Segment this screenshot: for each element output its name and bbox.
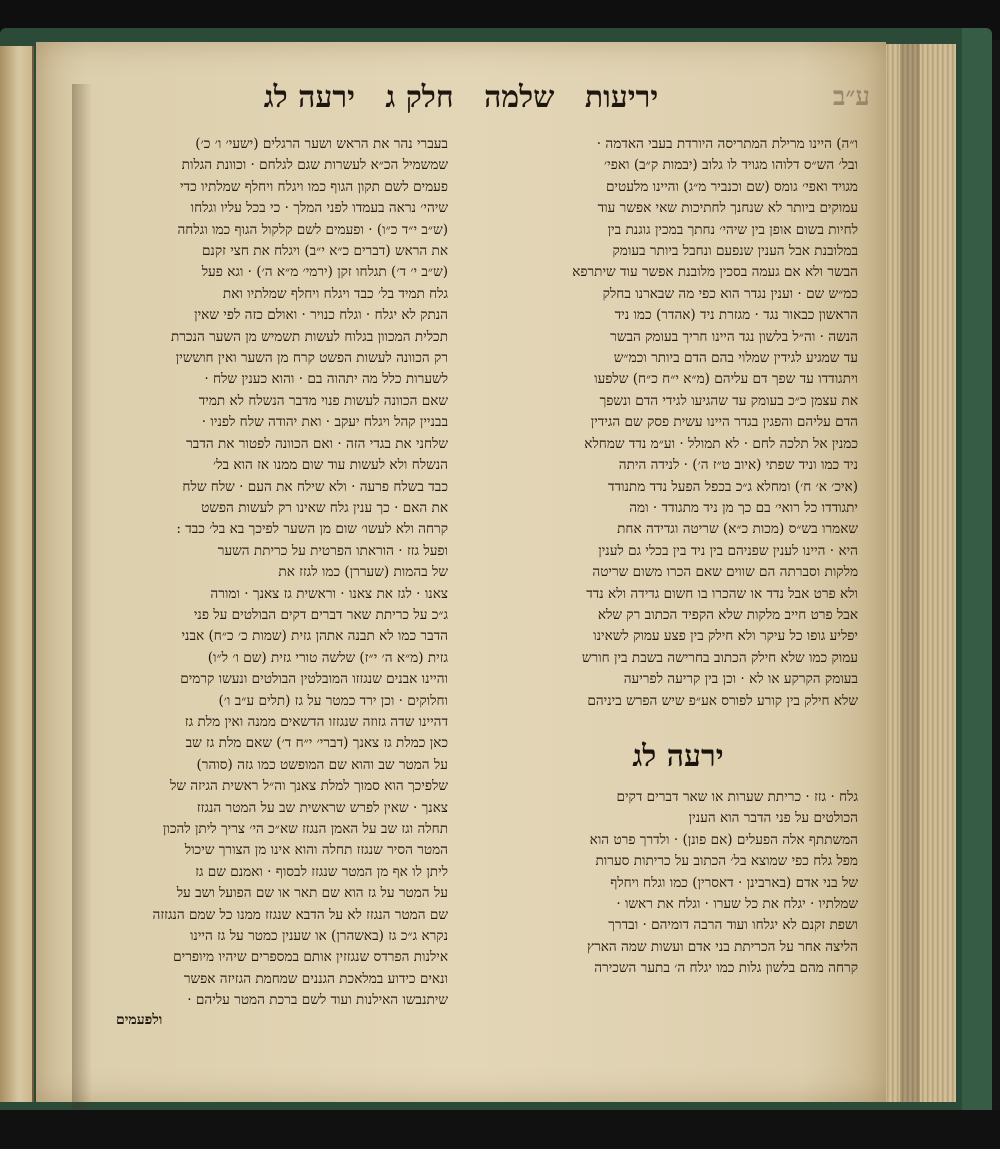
page-corner-mark: ע״ב bbox=[832, 82, 870, 112]
text-line: (ש״ב י״ד כ״ו) · ופעמים לשם קלקול הגוף כמו וגלחה bbox=[177, 221, 448, 238]
text-line: גלח · גזז · כריתת שערות או שאר דברים דקים bbox=[616, 789, 858, 805]
text-line: שלחני את בגדי הזה · ואם הכוונה לפטור את הדבר bbox=[186, 435, 448, 452]
text-line: של בני אדם (בארבינן · דאסרין) כמו וגלח ויחלף bbox=[610, 874, 858, 891]
text-line: עד שמגיע לגידין שמלוי בהם הדם ביותר וכמ״ש bbox=[613, 350, 858, 367]
section-heading: ירעה לג bbox=[632, 739, 724, 774]
text-line: תכלית המכוון בגלוח לעשות תשמיש מן השער הנכרת bbox=[170, 328, 448, 345]
catchword: ולפעמים bbox=[116, 1012, 163, 1028]
text-line: כמ״ש שם · וענין נגדר הוא כפי מה שבארנו בחלק bbox=[602, 285, 858, 302]
text-line: הנשה · וה״ל בלשון נגד היינו חריך בעומק הבשר bbox=[610, 328, 858, 345]
scan-background-bottom bbox=[0, 1110, 1000, 1149]
text-line: כאן כמלת גז צאנך (דברי׳ י״ח ד׳) שאם מלת גז שב bbox=[185, 735, 448, 752]
text-line: תחלה וגז שב על האמן הנגזז שא״כ הי׳ צריך ליתן להכון bbox=[162, 821, 448, 837]
text-line: הדם עליהם והפגין בגדר היינו עשית פסק שם הגידין bbox=[590, 414, 858, 431]
text-line: בבניין קהל ויגלח יעקב · ואת יהודה שלח לפניו · bbox=[201, 414, 448, 431]
text-line: כמנין אל תלכה לחם · לא תמולל · וע״מ נדד שמחלא bbox=[584, 435, 858, 452]
text-line: לשערות כלל מה יתהוה בם · והוא כענין שלח · bbox=[204, 371, 448, 388]
text-line: לחיות בשום אופן בין שיהי׳ נחתך במכין גוגנת בין bbox=[607, 221, 858, 238]
text-line: בעברי נהר את הראש ושער הרגלים (ישעי׳ ו׳ כ׳) bbox=[195, 136, 448, 152]
text-line: ויתגודדו עד שפך דם עליהם (מ״א י״ח כ״ח) שלפעו bbox=[594, 371, 858, 388]
text-line: דהיינו שדה גזוזה שנגזזו הדשאים ממנה ואין מלת גז bbox=[184, 713, 448, 730]
text-line: מלקות וסברתה הם שווים שאם הכרו משום שריטה bbox=[592, 564, 858, 581]
text-line: הנשלח ולא לעשות עוד שום ממנו אז הוא בל׳ bbox=[212, 457, 448, 474]
header-title-far: יריעות bbox=[584, 80, 659, 115]
text-column-right bbox=[492, 134, 858, 714]
text-line: עמוקים ביותר לא שנחנך לחתיכות שאי אפשר עוד bbox=[597, 200, 858, 217]
text-line: ולא פרט אבל נדד או שהכרו בו חשום גדידה ולא נדד bbox=[586, 585, 858, 602]
text-line: שלא חילק בין קורע לפורס אע״פ שיש הפרש ביניהם bbox=[587, 692, 858, 709]
text-line: ופעל גזז · הוראתו הפרטית על כריתת השער bbox=[217, 542, 448, 559]
text-line: במלובנת אבל הענין שנפעם ונחבל ביותר בעומק bbox=[612, 243, 858, 260]
text-line: אילנות הפרדס שנגזזין אותם במספרים שיהיו מיופרים bbox=[173, 949, 448, 966]
text-column-right-lower bbox=[492, 787, 858, 1007]
text-line: (ש״ב י׳ ד׳) תגלחו זקן (ירמי׳ מ״א ה׳) · וגא פעל bbox=[201, 264, 448, 281]
text-line: הליצה אחר על הכריתת בני אדם ועשות שמה הארץ bbox=[587, 938, 858, 955]
text-line: על המטר על גז הוא שם תאר או שם הפועל ושב על bbox=[176, 885, 448, 902]
text-line: ניד כמו וניד שפתי (איוב ט״ז ה׳) · לנידה היתה bbox=[618, 457, 858, 474]
text-line: המשתתף אלה הפעלים (אם פונן) · ולדרך פרט הוא bbox=[589, 831, 858, 848]
text-line: עמוק כמו שלא חילק הכתוב בחרישה בשבת בין חורש bbox=[581, 649, 858, 666]
text-line: פעמים לשם תקון הגוף כמו ויגלח ויחלף שמלתיו כדי bbox=[179, 178, 448, 195]
text-line: על המטר שב והוא שם המופשט כמו גזה (סוהר) bbox=[196, 756, 448, 773]
header-title-left: ירעה לג bbox=[263, 80, 355, 115]
text-line: קרחה ולא לעשו׳ שום מן השער לפיכך בא בל׳ כבד : bbox=[176, 521, 448, 538]
text-line: הבשר ולא אם געמה בסכין מלובנת אפשר עוד שיתרפא bbox=[572, 264, 858, 281]
text-line: שם המטר הנגזז לא על הדבא שנגזז ממנו כל שמם הנגזזה bbox=[152, 906, 448, 923]
text-line: ונאים כידוע במלאכת הגננים שמחמת הגזיזה אפשר bbox=[183, 970, 448, 987]
text-line: בעומק הקרקע או לא · וכן בין קריעה לפריעה bbox=[623, 671, 858, 688]
book-cover-edge bbox=[962, 28, 992, 1116]
text-line: את הראש (דברים כ״א י״ב) ויגלח את חצי זקנם bbox=[201, 243, 448, 260]
text-line: צאנך · שאין לפרש שראשית שב על המטר הנגזז bbox=[196, 799, 448, 816]
text-line: גלח תמיד בל׳ כבד ויגלח ויחלף שמלתיו ואת bbox=[222, 285, 448, 302]
text-line: היא · היינו לענין שפניהם בין ניד בין בכלי גם לענין bbox=[598, 542, 858, 559]
text-line: קרחה מהם בלשון גלות כמו יגלח ה׳ בתער השכירה bbox=[594, 960, 858, 977]
running-header bbox=[156, 80, 766, 126]
text-line: נקרא ג״כ גז (באשהרן) או שענין כמטר על גז היינו bbox=[189, 928, 448, 945]
text-line: אבל פרט חייב מלקות שלא הקפיד הכתוב רק שלא bbox=[597, 606, 858, 623]
text-line: שיהי׳ נראה בעמדו לפני המלך · כי בכל עליו וגלחו bbox=[190, 200, 448, 217]
text-line bbox=[492, 712, 858, 714]
text-line: הראשון כבאור נגד · מגזרת ניד (אהדר) כמו ניד bbox=[614, 307, 858, 324]
text-line: את עצמן כ״כ בעומק עד שהגיעו לגידי הדם ונשפך bbox=[599, 392, 858, 409]
left-page-edge bbox=[0, 46, 34, 1102]
header-title-mid: חלק ג bbox=[385, 80, 454, 115]
text-line: כבד בשלח פרעה · ולא שילח את העם · שלח שלח bbox=[182, 478, 448, 495]
text-line: מפל גלח כפי שמוצא בל׳ הכתוב על כריתות סערות bbox=[595, 853, 858, 870]
text-line: שמלתיו · יגלח את כל שערו · וגלח את ראשו · bbox=[616, 896, 858, 913]
text-line: צאנו · לגז את צאנו · וראשית גז צאנך · ומורה bbox=[210, 585, 448, 602]
header-title-right: שלמה bbox=[484, 80, 555, 115]
text-line: הנתק לא יגלח · וגלח כנויר · ואולם כזה לפי שאין bbox=[194, 307, 448, 324]
text-line: המטר הסיר שנגזז תחלה והוא אינו מן הצורך שיכול bbox=[184, 842, 448, 859]
text-line: (איכ׳ א׳ ח׳) ומחלא ג״כ בכפל הפעל נדד מתנודד bbox=[607, 478, 858, 495]
text-line: ליתן לו אף מן המטר שנגזז לבסוף · ואמנם שם גז bbox=[195, 863, 448, 880]
text-line: שמשמיל הכ״א לעשרות שגם לגלחם · וכוונת הגלות bbox=[181, 157, 448, 174]
text-line: וחלוקים · וכן ירד כמטר על גז (תלים ע״ב ו׳) bbox=[218, 692, 448, 709]
text-column-left bbox=[64, 134, 448, 1014]
text-line: הדבר כמו לא תבנה אתהן גזית (שמות כ׳ כ״ח) אבני bbox=[181, 628, 448, 645]
text-line: שיתנבשו האילנות ועוד לשם ברכת המטר עליהם · bbox=[187, 992, 448, 1009]
text-line: ג״כ על כריתת שאר דברים דקים הבולטים על פני bbox=[193, 606, 448, 623]
text-line: שאמרו בש״ס (מכות כ״א) שריטה וגדידה אחת bbox=[617, 521, 858, 538]
text-line: מגויד ואפי׳ גומס (שם וכנביר מ״ג) והיינו מלעטים bbox=[605, 178, 858, 195]
text-line: ושפת זקנם לא יגלחו ועוד הרבה דומיהם · ובדרך bbox=[608, 917, 858, 934]
text-line: גזית (מ״א ה׳ י״ז) שלשה טורי גזית (שם ו׳ ל״ו) bbox=[207, 649, 448, 666]
book-page bbox=[36, 42, 886, 1102]
text-line: רק הכוונה לעשות הפשט קרח מן השער ואין חוששין bbox=[175, 350, 448, 367]
text-line: יפליע גופו כל עיקר ולא חילק בין פצע עמוק לשאינו bbox=[593, 628, 858, 645]
fore-edge-shadow bbox=[900, 44, 920, 1102]
text-line: ובל׳ הש״ס דלוהו מגויד לו גלוב (יבמות ק״ב) ואפי׳ bbox=[604, 157, 858, 174]
text-line: של בהמות (שעררן) כמו לגזז את bbox=[278, 564, 448, 581]
text-line: יתגודדו כל רואי׳ בם כך מן ניד מתגודד · ומה bbox=[629, 499, 858, 516]
text-line: הכולטים על פני הדבר הוא הענין bbox=[688, 810, 858, 827]
text-line: ו״ה) היינו מרילת המתריסה היורדת בעבי האדמה · bbox=[596, 136, 858, 152]
text-line: את האם · כך ענין גלח שאינו רק לעשות הפשט bbox=[201, 499, 448, 516]
text-line: שאם הכוונה לעשות פנוי מדבר הנשלח לא תמיד bbox=[198, 392, 448, 409]
text-line: שלפיכך הוא סמוך למלת צאנך וה״ל ראשית הגיזה של bbox=[169, 778, 448, 795]
text-line: והיינו אבנים שנגזזו המובלטין הבולטים ונעשו קרמים bbox=[180, 671, 448, 688]
